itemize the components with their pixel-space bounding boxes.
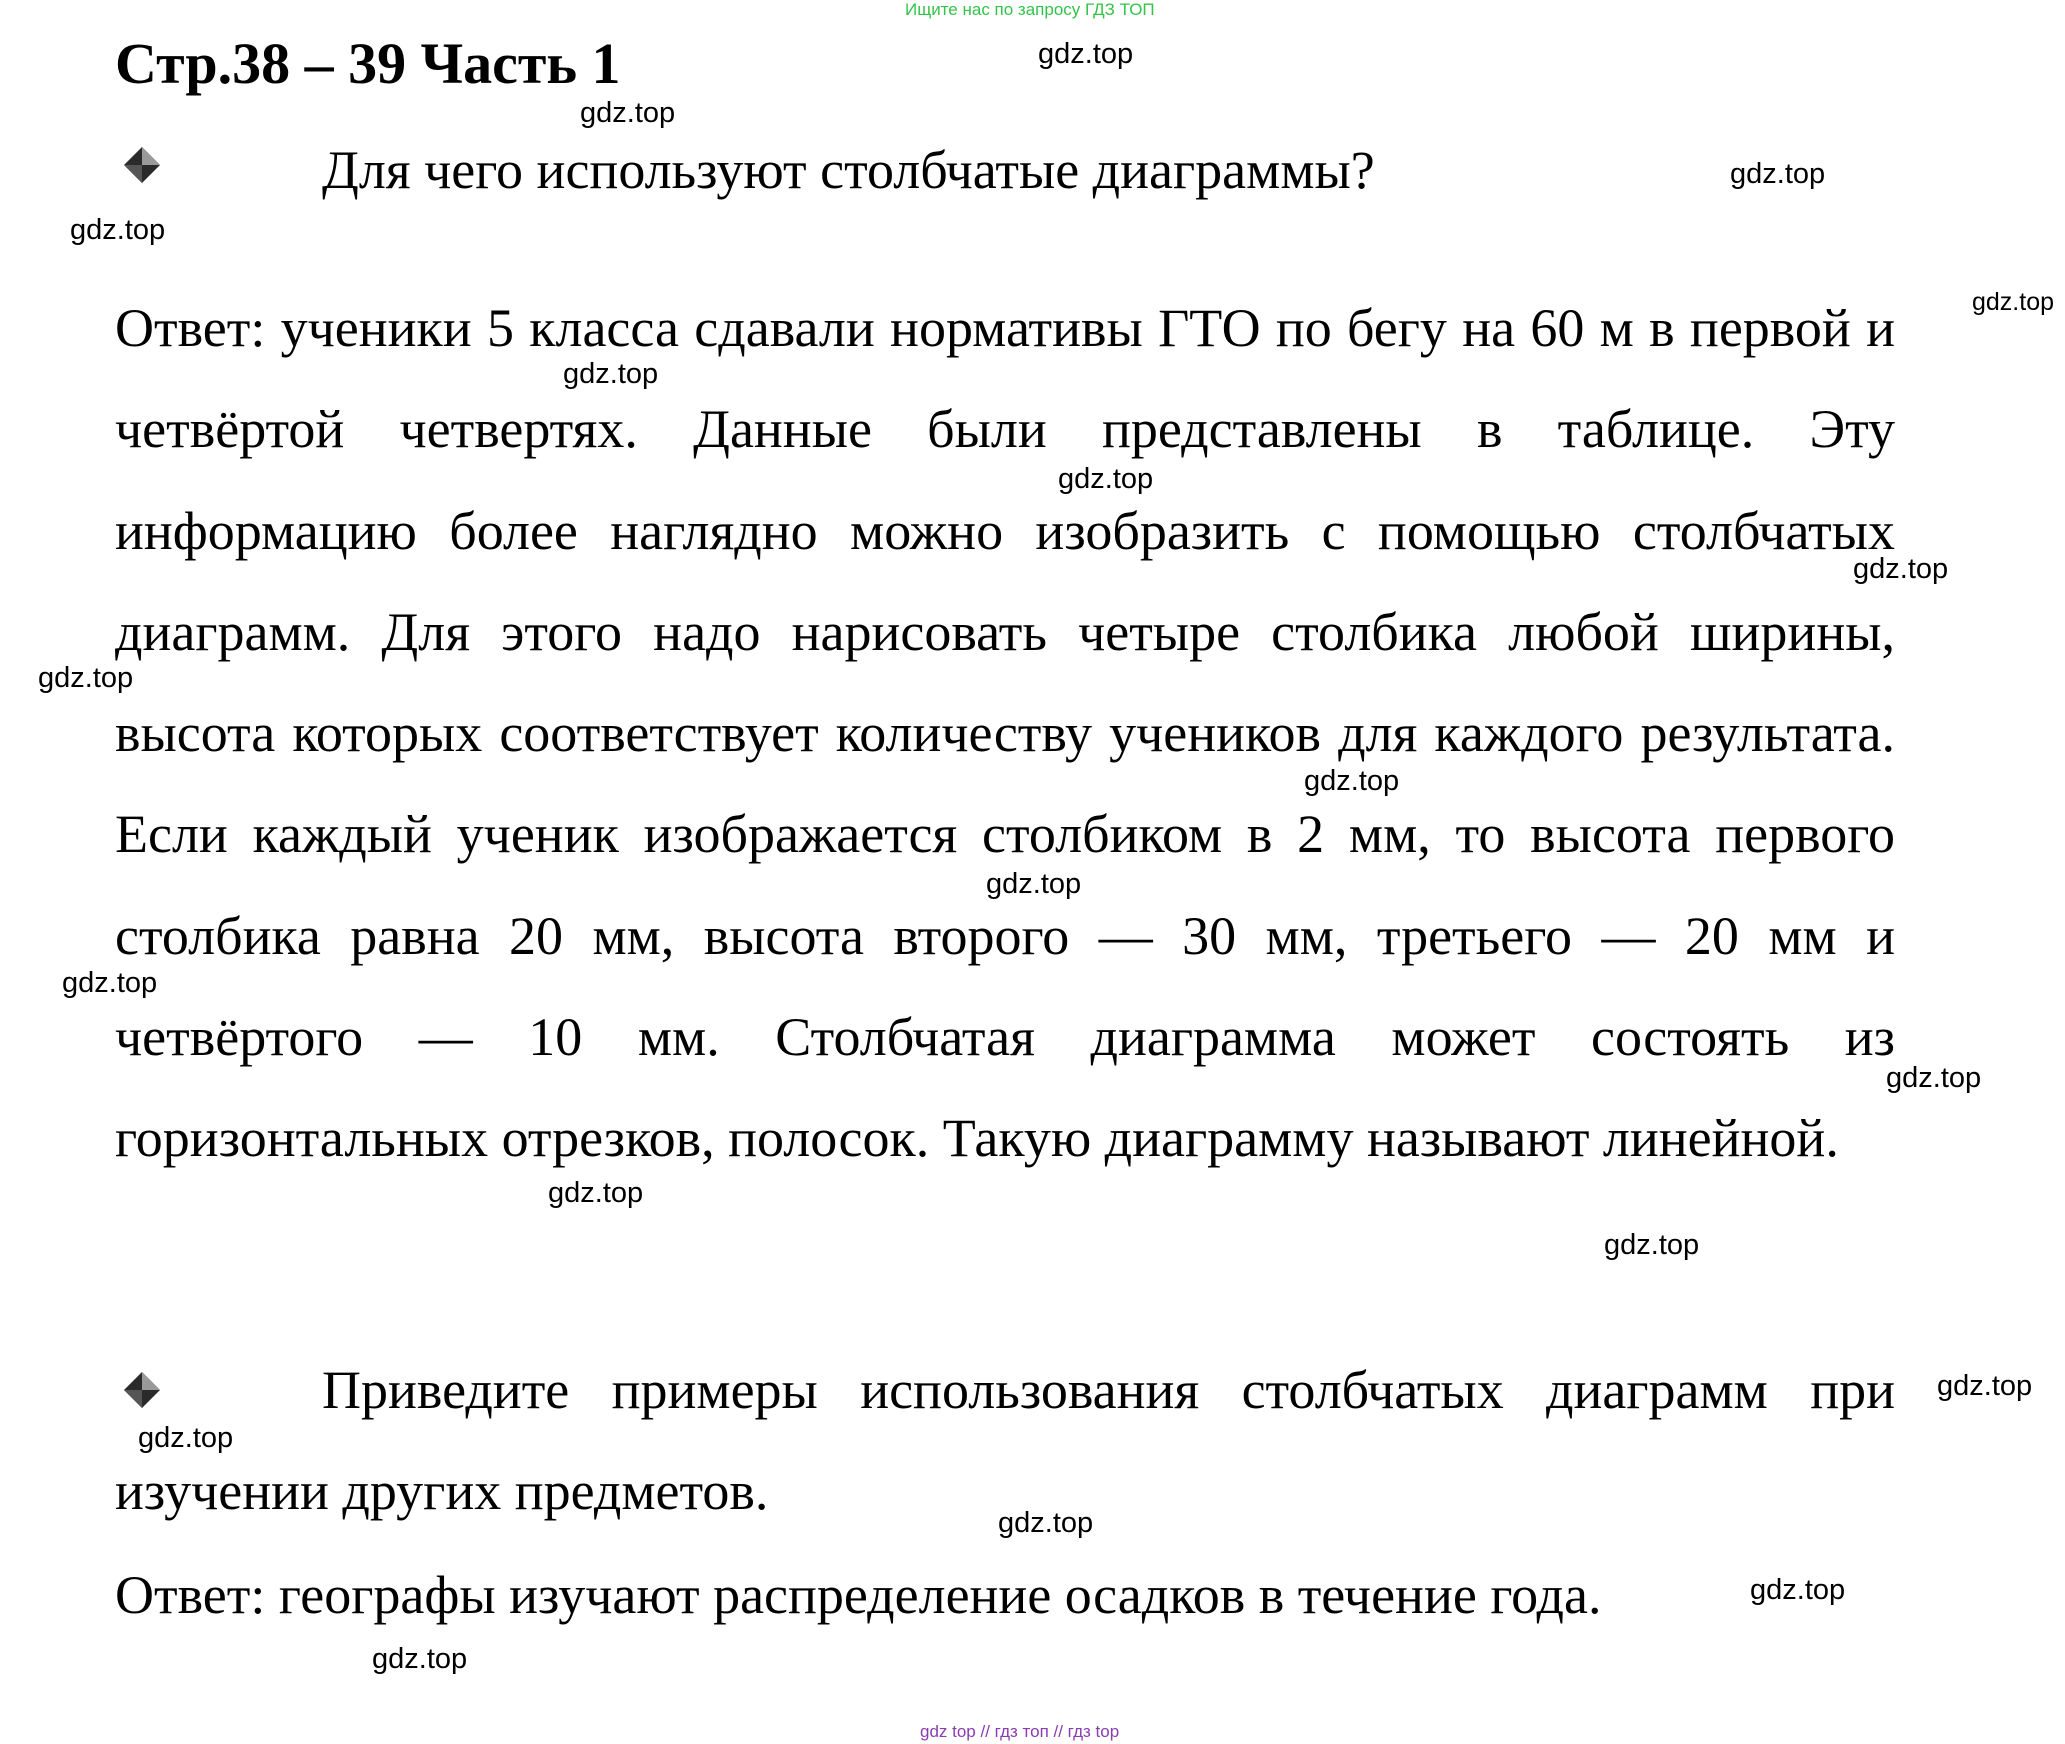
watermark: gdz.top xyxy=(1853,553,1949,585)
page-title: Стр.38 – 39 Часть 1 xyxy=(115,31,621,96)
question-1: Для чего используют столбчатые диаграммы? xyxy=(322,140,1375,200)
watermark: gdz.top xyxy=(70,214,166,246)
watermark: gdz.top xyxy=(580,97,676,129)
watermark: gdz.top xyxy=(1750,1574,1846,1606)
watermark: gdz.top xyxy=(998,1507,1094,1539)
answer-2: Ответ: географы изучают распределение осадков в течение года. xyxy=(115,1565,1602,1625)
watermark: gdz.top xyxy=(138,1422,234,1454)
watermark: gdz.top xyxy=(1304,765,1400,797)
watermark: gdz.top xyxy=(372,1643,468,1675)
watermark: gdz.top xyxy=(1937,1370,2033,1402)
watermark: gdz.top xyxy=(1886,1062,1982,1094)
footer-links[interactable]: gdz top // гдз топ // гдз top xyxy=(920,1722,1120,1741)
watermark: gdz.top xyxy=(1604,1229,1700,1261)
watermark: gdz.top xyxy=(1730,158,1826,190)
watermark: gdz.top xyxy=(1972,288,2055,316)
diamond-bullet-icon xyxy=(120,143,164,187)
question-2: Приведите примеры использования столбчатых диаграмм при изучении других предметов. xyxy=(115,1360,1895,1521)
watermark: gdz.top xyxy=(38,662,134,694)
answer-1: Ответ: ученики 5 класса сдавали нормативы ГТО по бегу на 60 м в первой и четвёртой четвертях. Данные были представлены в таблице. Эту информацию более наглядно можно изобразить с помощью столбчатых диаграмм. Для этого надо нарисовать четыре столбика любой ширины, высота которых соответствует количеству учеников для каждого результата. Если каждый ученик изображается столбиком в 2 мм, то высота первого столбика равна 20 мм, высота второго — 30 мм, третьего — 20 мм и четвёртого — 10 мм. Столбчатая диаграмма может состоять из горизонтальных отрезков, полосок. Такую диаграмму называют линейной. xyxy=(115,298,1895,1169)
top-banner[interactable]: Ищите нас по запросу ГДЗ ТОП xyxy=(905,0,1155,19)
watermark: gdz.top xyxy=(62,967,158,999)
watermark: gdz.top xyxy=(548,1177,644,1209)
watermark: gdz.top xyxy=(1038,38,1134,70)
watermark: gdz.top xyxy=(563,358,659,390)
watermark: gdz.top xyxy=(1058,463,1154,495)
watermark: gdz.top xyxy=(986,868,1082,900)
